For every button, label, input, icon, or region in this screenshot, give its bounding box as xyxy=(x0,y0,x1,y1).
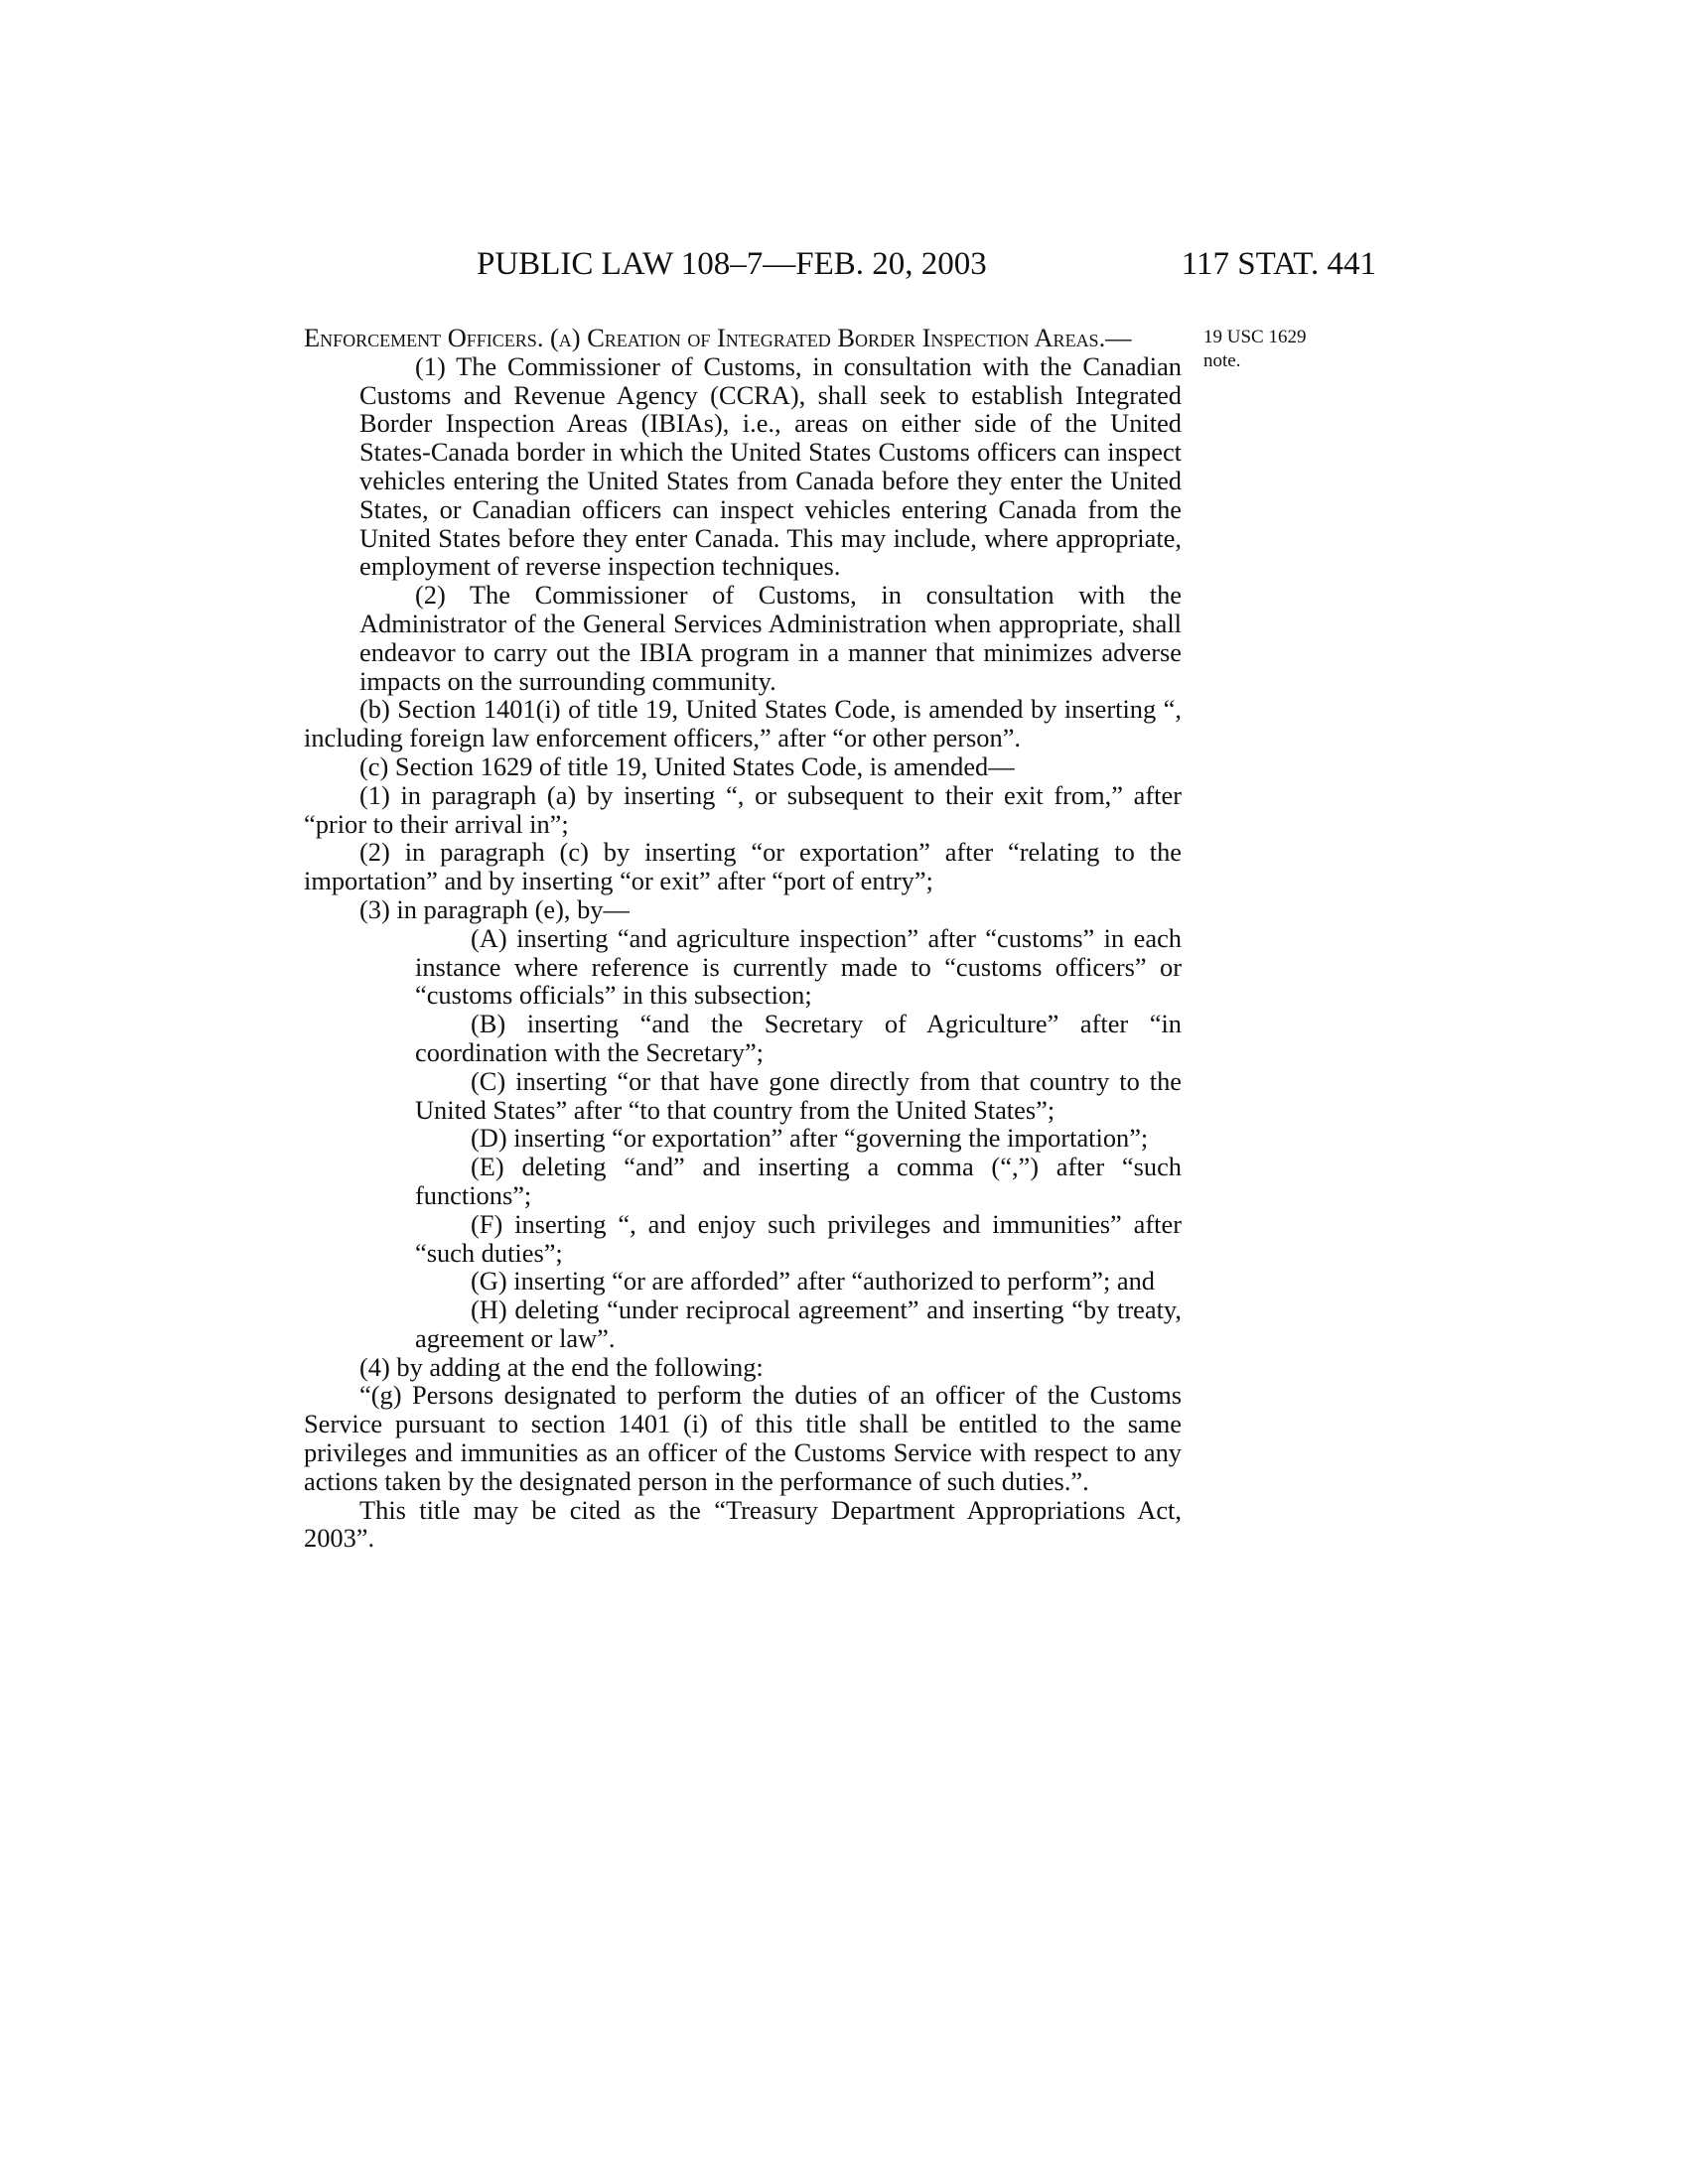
short-title-citation: This title may be cited as the “Treasury Department Appropriations Act, 2003”. xyxy=(304,1494,1182,1554)
statute-page-number: 117 STAT. 441 xyxy=(1181,246,1376,282)
subparagraph-E: (E) deleting “and” and inserting a comma (“,”) after “such functions”; xyxy=(415,1152,1182,1210)
paragraph-c4: (4) by adding at the end the following: xyxy=(359,1351,764,1382)
paragraph-c: (c) Section 1629 of title 19, United States Code, is amended— xyxy=(359,751,1015,781)
margin-note xyxy=(1203,326,1342,373)
subparagraph-C: (C) inserting “or that have gone directly from that country to the United States” after “to that country from the United States”; xyxy=(415,1065,1182,1125)
document-body xyxy=(304,324,1182,1553)
running-head-title: PUBLIC LAW 108–7—FEB. 20, 2003 xyxy=(477,246,987,282)
paragraph-b: (b) Section 1401(i) of title 19, United States Code, is amended by inserting “, including foreign law enforcement officers,” after “or other person”. xyxy=(304,694,1182,753)
subparagraph-D: (D) inserting “or exportation” after “governing the importation”; xyxy=(471,1123,1149,1154)
subparagraph-G: (G) inserting “or are afforded” after “authorized to perform”; and xyxy=(471,1266,1155,1297)
margin-note-suffix: note. xyxy=(1203,350,1241,371)
paragraph-c3: (3) in paragraph (e), by— xyxy=(359,893,630,924)
subparagraph-F: (F) inserting “, and enjoy such privileges and immunities” after “such duties”; xyxy=(415,1208,1182,1268)
paragraph-g-quote: “(g) Persons designated to perform the duties of an officer of the Customs Service pursuant to section 1401 (i) of this title shall be entitled to the same privileges and immunities as an officer of the Customs Service with respect to any actions taken by the designated person in the performance of such duties.”. xyxy=(304,1380,1182,1496)
subparagraph-B: (B) inserting “and the Secretary of Agriculture” after “in coordination with the Secretary”; xyxy=(415,1009,1182,1067)
paragraph-a1: (1) The Commissioner of Customs, in consultation with the Canadian Customs and Revenue Agency (CCRA), shall seek to establish Integrated Border Inspection Areas (IBIAs), i.e., areas on either side of the United States-Canada border in which the United States Customs officers can inspect vehicles entering the United States from Canada before they enter the United States, or Canadian officers can inspect vehicles entering Canada from the United States before they enter Canada. This may include, where appropriate, employment of reverse inspection techniques. xyxy=(359,350,1182,582)
subparagraph-A: (A) inserting “and agriculture inspection” after “customs” in each instance where reference is currently made to “customs officers” or “customs officials” in this subsection; xyxy=(415,922,1182,1011)
page-header xyxy=(304,244,1376,284)
margin-note-citation: 19 USC 1629 xyxy=(1203,327,1307,347)
paragraph-c2: (2) in paragraph (c) by inserting “or exportation” after “relating to the importation” and by inserting “or exit” after “port of entry”; xyxy=(304,837,1182,896)
paragraph-c1: (1) in paragraph (a) by inserting “, or subsequent to their exit from,” after “prior to their arrival in”; xyxy=(304,779,1182,839)
paragraph-a2: (2) The Commissioner of Customs, in consultation with the Administrator of the General Services Administration when appropriate, shall endeavor to carry out the IBIA program in a manner that minimizes adverse impacts on the surrounding community. xyxy=(359,580,1182,696)
section-heading: Enforcement Officers. (a) Creation of Integrated Border Inspection Areas.— xyxy=(304,323,1132,352)
subparagraph-H: (H) deleting “under reciprocal agreement” and inserting “by treaty, agreement or law”. xyxy=(415,1295,1182,1353)
